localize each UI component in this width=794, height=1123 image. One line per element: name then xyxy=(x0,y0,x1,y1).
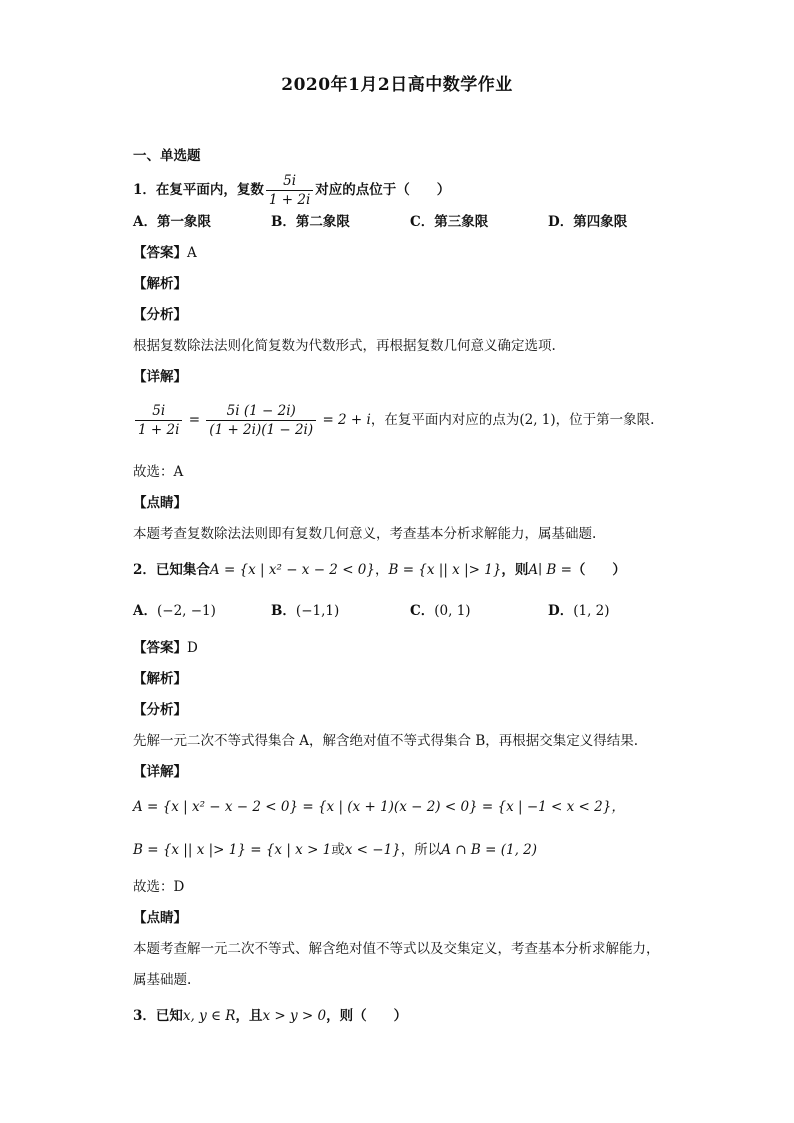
page-title: 2020年1月2日高中数学作业 xyxy=(281,75,513,95)
q2-option-c xyxy=(410,601,471,621)
q2-ab: A∣ B = xyxy=(528,562,572,578)
section-heading: 一、单选题 xyxy=(133,148,201,164)
q2-fenxi-text: 先解一元二次不等式得集合 A，解含绝对值不等式得集合 B，再根据交集定义得结果. xyxy=(133,733,639,749)
q2-option-b-value: (−1,1) xyxy=(295,603,340,619)
q2-option-d xyxy=(548,601,610,621)
q1-answer-label: 【答案】 xyxy=(133,245,187,261)
q1-frac-num: 5i xyxy=(266,172,313,191)
q1-stem-suffix: 对应的点位于（ ） xyxy=(315,182,451,198)
q1-option-a: A．第一象限 xyxy=(133,214,211,230)
q2-xiangjie-label: 【详解】 xyxy=(133,764,187,780)
q2-option-c-label: C． xyxy=(410,603,435,619)
q2-jiexi-label: 【解析】 xyxy=(133,671,187,687)
q2-dianjing-label: 【点睛】 xyxy=(133,910,187,926)
q2-stem-suffix: （ ） xyxy=(571,562,626,578)
q1-detail-equals: = xyxy=(188,412,200,428)
q3-cond1: x, y ∈ R xyxy=(182,1008,236,1024)
q1-detail-frac1-num: 5i xyxy=(135,402,182,421)
q1-detail-result: = 2 + i xyxy=(322,412,371,428)
q2-set-a: A = {x | x² − x − 2 < 0} xyxy=(209,562,375,578)
q2-answer-label: 【答案】 xyxy=(133,640,187,656)
q1-detail-point: (2, 1) xyxy=(519,412,556,428)
q2-detail-line2c: x < −1} xyxy=(344,842,401,858)
q1-detail-equation xyxy=(133,402,654,439)
q1-detail-frac1 xyxy=(135,402,182,439)
q1-frac-den: 1 + 2i xyxy=(268,192,311,208)
q1-choose: 故选：A xyxy=(133,464,184,480)
q2-answer-value: D xyxy=(187,640,198,656)
q2-detail-line2 xyxy=(133,840,537,860)
q1-answer xyxy=(133,243,197,263)
q1-xiangjie-label: 【详解】 xyxy=(133,369,187,385)
q2-detail-line2b: 或 xyxy=(331,842,345,858)
q2-answer xyxy=(133,638,198,658)
q1-detail-frac2-num: 5i (1 − 2i) xyxy=(206,402,316,421)
q1-option-b: B．第二象限 xyxy=(271,214,350,230)
q1-detail-frac2 xyxy=(206,402,316,439)
q1-fenxi-label: 【分析】 xyxy=(133,307,187,323)
q1-detail-text1: ，在复平面内对应的点为 xyxy=(370,412,520,428)
q1-option-d: D．第四象限 xyxy=(548,214,628,230)
q3-stem xyxy=(133,1006,407,1026)
q1-option-c: C．第三象限 xyxy=(410,214,489,230)
q2-stem xyxy=(133,560,626,580)
q2-option-a-label: A． xyxy=(133,603,157,619)
q1-detail-frac1-den: 1 + 2i xyxy=(138,422,180,438)
q1-jiexi-label: 【解析】 xyxy=(133,276,187,292)
q1-stem xyxy=(133,172,450,209)
q2-stem-prefix: 2．已知集合 xyxy=(133,562,210,578)
q2-detail-line2d: ，所以 xyxy=(400,842,442,858)
q1-stem-prefix: 1．在复平面内，复数 xyxy=(133,182,264,198)
q2-detail-line2e: A ∩ B = (1, 2) xyxy=(441,842,538,858)
q3-stem-prefix: 3．已知 xyxy=(133,1008,183,1024)
q2-option-b-label: B． xyxy=(271,603,296,619)
q2-detail-line2a: B = {x || x |> 1} = {x | x > 1 xyxy=(133,842,332,858)
q3-stem-mid: ，且 xyxy=(235,1008,263,1024)
q2-option-a xyxy=(133,601,216,621)
q2-detail-line1: A = {x | x² − x − 2 < 0} = {x | (x + 1)(x − 2) < 0} = {x | −1 < x < 2}， xyxy=(133,799,625,815)
q2-set-b: B = {x || x |> 1} xyxy=(388,562,502,578)
q2-choose: 故选：D xyxy=(133,879,185,895)
q2-option-a-value: (−2, −1) xyxy=(156,603,216,619)
q1-answer-value: A xyxy=(187,245,197,261)
q3-stem-suffix: ，则（ ） xyxy=(326,1008,408,1024)
q2-stem-mid: ，则 xyxy=(501,562,529,578)
q1-dianjing-label: 【点睛】 xyxy=(133,495,187,511)
q1-detail-frac2-den: (1 + 2i)(1 − 2i) xyxy=(209,422,314,438)
q3-cond2: x > y > 0 xyxy=(262,1008,327,1024)
q1-fraction xyxy=(266,172,313,209)
q1-detail-text2: ，位于第一象限. xyxy=(555,412,655,428)
q1-dianjing-text: 本题考查复数除法法则即有复数几何意义，考查基本分析求解能力，属基础题. xyxy=(133,526,597,542)
q1-fenxi-text: 根据复数除法法则化简复数为代数形式，再根据复数几何意义确定选项. xyxy=(133,338,556,354)
q2-option-d-label: D． xyxy=(548,603,574,619)
q2-option-c-value: (0, 1) xyxy=(434,603,471,619)
q2-option-d-value: (1, 2) xyxy=(573,603,610,619)
q2-fenxi-label: 【分析】 xyxy=(133,702,187,718)
q2-dianjing-text-2: 属基础题. xyxy=(133,972,192,988)
q2-comma: ， xyxy=(374,562,389,578)
q2-option-b xyxy=(271,601,339,621)
q2-dianjing-text-1: 本题考查解一元二次不等式、解含绝对值不等式以及交集定义，考查基本分析求解能力， xyxy=(133,941,660,957)
